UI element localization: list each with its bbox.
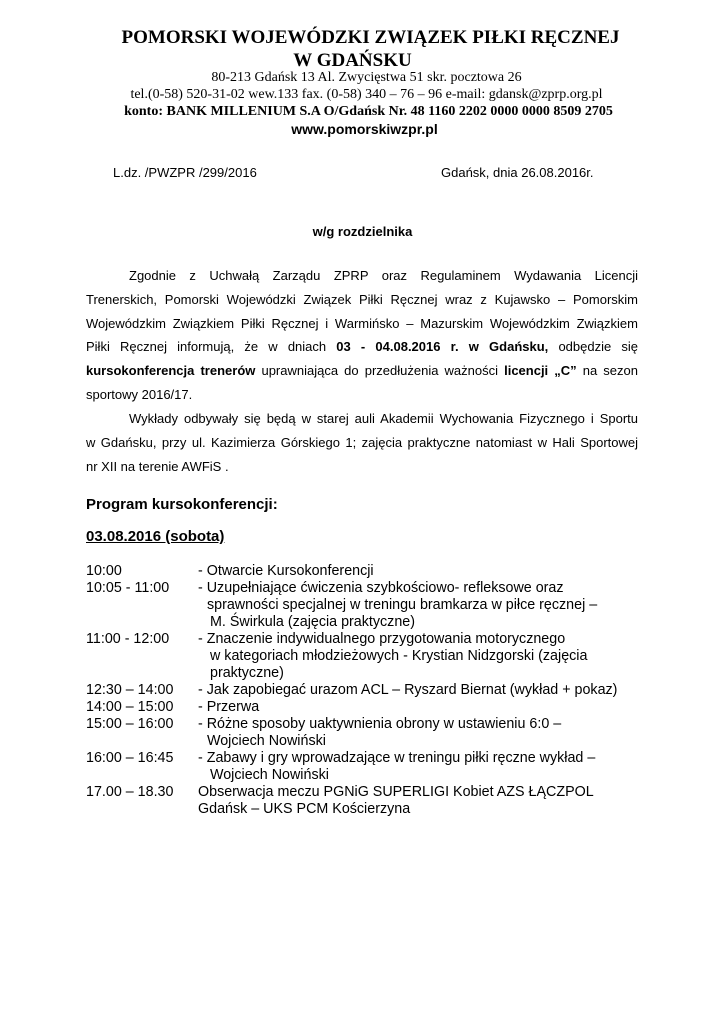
place-date: Gdańsk, dnia 26.08.2016r. bbox=[441, 165, 594, 180]
schedule-time: 17.00 – 18.30 bbox=[86, 784, 174, 800]
schedule-row bbox=[86, 580, 617, 631]
p1-line-1: Zgodnie z Uchwałą Zarządu ZPRP oraz Regulaminem Wydawania Licencji bbox=[129, 268, 638, 283]
schedule-row bbox=[86, 682, 617, 699]
schedule-time: 10:00 bbox=[86, 563, 122, 579]
schedule-desc: - Otwarcie Kursokonferencji bbox=[198, 563, 374, 579]
paragraph-1 bbox=[86, 264, 638, 407]
schedule-desc: praktyczne) bbox=[210, 665, 284, 681]
program-day: 03.08.2016 (sobota) bbox=[86, 528, 225, 545]
schedule-time: 15:00 – 16:00 bbox=[86, 716, 174, 732]
schedule-time: 16:00 – 16:45 bbox=[86, 750, 174, 766]
schedule-desc: Wojciech Nowiński bbox=[207, 733, 326, 749]
schedule-time: 10:05 - 11:00 bbox=[86, 580, 170, 596]
schedule-desc: Obserwacja meczu PGNiG SUPERLIGI Kobiet AZS ŁĄCZPOL bbox=[198, 784, 594, 800]
p1-line-4 bbox=[86, 335, 638, 359]
p1-l5-rest: na sezon bbox=[576, 363, 638, 379]
org-title-line1: POMORSKI WOJEWÓDZKI ZWIĄZEK PIŁKI RĘCZNEJ bbox=[121, 27, 620, 48]
org-address: 80-213 Gdańsk 13 Al. Zwycięstwa 51 skr. pocztowa 26 bbox=[211, 70, 522, 85]
schedule-row bbox=[86, 563, 617, 580]
schedule-row bbox=[86, 750, 617, 784]
p1-l5-course: kursokonferencja trenerów bbox=[86, 363, 256, 379]
schedule-row bbox=[86, 784, 617, 818]
program-title: Program kursokonferencji: bbox=[86, 496, 278, 513]
schedule-desc: M. Świrkula (zajęcia praktyczne) bbox=[210, 614, 415, 630]
p1-line-3: Wojewódzkim Związkiem Piłki Ręcznej i Warmińsko – Mazurskim Wojewódzkim Związkiem bbox=[86, 315, 638, 331]
schedule-desc: Wojciech Nowiński bbox=[210, 767, 329, 783]
p2-line-2: w Gdańsku, przy ul. Kazimierza Górskiego 1; zajęcia praktyczne natomiast w Hali Sportowej bbox=[86, 434, 638, 450]
schedule-row bbox=[86, 699, 617, 716]
p1-line-2: Trenerskich, Pomorski Wojewódzki Związek Piłki Ręcznej wraz z Kujawsko – Pomorskim bbox=[86, 291, 638, 307]
p1-l5-licence: licencji „C” bbox=[504, 363, 577, 379]
schedule-desc: - Różne sposoby uaktywnienia obrony w ustawieniu 6:0 – bbox=[198, 716, 562, 732]
org-contact: tel.(0-58) 520-31-02 wew.133 fax. (0-58) 340 – 76 – 96 e-mail: gdansk@zprp.org.pl bbox=[130, 87, 603, 102]
org-title-line2: W GDAŃSKU bbox=[293, 50, 412, 71]
org-website: www.pomorskiwzpr.pl bbox=[291, 121, 438, 137]
schedule-row bbox=[86, 631, 617, 682]
schedule-desc: - Uzupełniające ćwiczenia szybkościowo- refleksowe oraz bbox=[198, 580, 564, 596]
schedule-desc: Gdańsk – UKS PCM Kościerzyna bbox=[198, 801, 411, 817]
schedule-time: 14:00 – 15:00 bbox=[86, 699, 174, 715]
schedule-time: 11:00 - 12:00 bbox=[86, 631, 170, 647]
schedule-desc: sprawności specjalnej w treningu bramkarza w piłce ręcznej – bbox=[207, 597, 598, 613]
schedule-desc: - Znaczenie indywidualnego przygotowania motorycznego bbox=[198, 631, 566, 647]
paragraph-2 bbox=[86, 407, 638, 478]
schedule-time: 12:30 – 14:00 bbox=[86, 682, 174, 698]
schedule-row bbox=[86, 716, 617, 750]
recipient: w/g rozdzielnika bbox=[312, 224, 413, 239]
schedule-desc: - Zabawy i gry wprowadzające w treningu piłki ręczne wykład – bbox=[198, 750, 596, 766]
reference-number: L.dz. /PWZPR /299/2016 bbox=[113, 165, 257, 180]
p1-l4-dates: 03 - 04.08.2016 r. w Gdańsku, bbox=[336, 339, 549, 355]
schedule-desc: - Przerwa bbox=[198, 699, 260, 715]
p1-l4-text: Piłki Ręcznej informują, że w dniach bbox=[86, 339, 337, 355]
p1-line-6: sportowy 2016/17. bbox=[86, 386, 193, 402]
schedule-desc: - Jak zapobiegać urazom ACL – Ryszard Biernat (wykład + pokaz) bbox=[198, 682, 618, 698]
p2-line-1: Wykłady odbywały się będą w starej auli Akademii Wychowania Fizycznego i Sportu bbox=[129, 411, 638, 426]
p1-line-5 bbox=[86, 359, 638, 383]
org-bank-account: konto: BANK MILLENIUM S.A O/Gdańsk Nr. 48 1160 2202 0000 0000 8509 2705 bbox=[124, 104, 613, 119]
schedule-desc: w kategoriach młodzieżowych - Krystian Nidzgorski (zajęcia bbox=[210, 648, 588, 664]
p1-l4-rest: odbędzie się bbox=[548, 339, 638, 355]
p2-line-3: nr XII na terenie AWFiS . bbox=[86, 458, 229, 474]
schedule bbox=[86, 563, 617, 818]
p1-l5-text: uprawniająca do przedłużenia ważności bbox=[255, 363, 505, 379]
